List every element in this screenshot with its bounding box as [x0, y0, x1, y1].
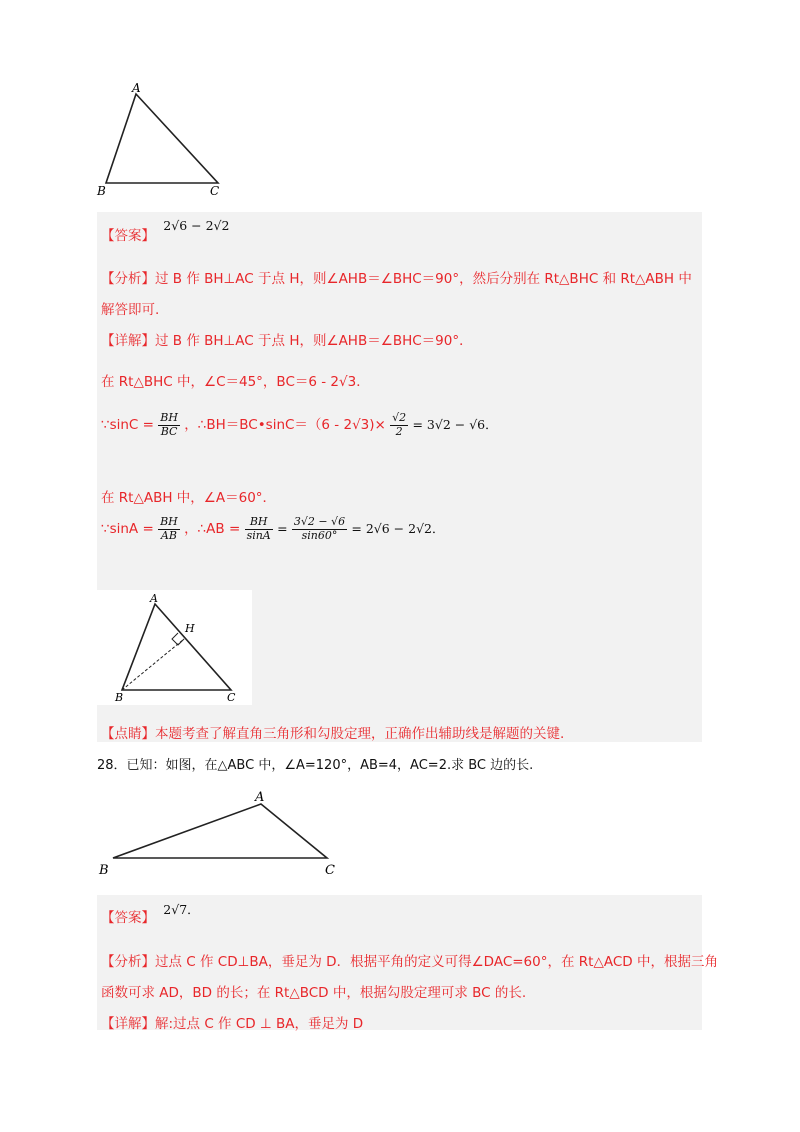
question-28-text: 28．已知：如图，在△ABC 中，∠A=120°，AB=4，AC=2.求 BC 边的长.	[97, 758, 534, 773]
comment-tag: 【点睛】	[101, 726, 155, 742]
detail-text-3b: ，∴BH＝BC•sinC＝（6 - 2√3)×	[184, 417, 386, 434]
label-b-fig2: B	[115, 691, 124, 704]
label-b-fig3: B	[99, 863, 109, 878]
detail-tag-q28: 【详解】	[101, 1016, 155, 1032]
analysis-tag: 【分析】	[101, 271, 155, 287]
detail-row-1	[101, 329, 473, 349]
frac-bh-bc	[158, 412, 180, 438]
detail-row-2	[101, 370, 370, 390]
label-b: B	[97, 184, 106, 198]
detail-text-3a: ∵sinC =	[101, 417, 154, 434]
frac-sqrt2-2-den: 2	[395, 424, 403, 438]
answer-tag-q28: 【答案】	[101, 910, 155, 926]
label-a: A	[132, 81, 141, 95]
comment-text: 本题考查了解直角三角形和勾股定理，正确作出辅助线是解题的关键.	[155, 726, 565, 742]
frac-sqrt2-2-num: √2	[392, 411, 407, 424]
analysis-row-2	[101, 298, 159, 318]
detail-row-q28-1	[101, 1012, 363, 1032]
detail-text-2: 在 Rt△BHC 中，∠C＝45°，BC＝6 - 2√3．	[101, 374, 370, 390]
frac-bh-ab-num: BH	[160, 515, 178, 528]
detail-text-5a: ∵sinA =	[101, 521, 154, 538]
frac-bh-sina-num: BH	[245, 516, 273, 530]
detail-text-5b: ，∴AB =	[184, 521, 241, 538]
detail-tag: 【详解】	[101, 333, 155, 349]
figure-triangle-abc	[92, 80, 232, 198]
frac-sqrt2-2	[390, 412, 408, 438]
detail-row-4	[101, 486, 276, 506]
detail-text-3c: = 3√2 − √6．	[412, 417, 498, 433]
frac-num-sin60-num: 3√2 − √6	[293, 515, 346, 528]
analysis-row-q28-2	[101, 981, 526, 1001]
figure-triangle-abc-2	[95, 788, 355, 883]
detail-row-5: ∵sinA = $\frac{BH}{AB}$ ，∴AB = $\frac{BH}{\sin A}$ = $\frac{3√2 - √6}{\sin 60^\circ}$ = 2√6 − 2√2．	[101, 515, 445, 542]
analysis-row-q28-1	[101, 950, 718, 970]
frac-bh-sina	[245, 516, 273, 542]
frac-bh-ab	[158, 516, 180, 542]
label-c-fig2: C	[227, 691, 236, 704]
analysis-tag-q28: 【分析】	[101, 954, 155, 970]
answer-value-q28: 2√7．	[163, 902, 200, 917]
label-c-fig3: C	[325, 863, 335, 878]
detail-text-5c: = 2√6 − 2√2．	[351, 521, 445, 537]
frac-bh-ab-den: AB	[160, 528, 177, 542]
analysis-text-1: 过 B 作 BH⊥AC 于点 H，则∠AHB＝∠BHC＝90°，然后分别在 Rt△BHC 和 Rt△ABH 中	[155, 271, 692, 287]
analysis-row-1	[101, 267, 692, 287]
detail-text-q28-1: 解:过点 C 作 CD ⊥ BA，垂足为 D	[155, 1016, 364, 1032]
label-h: H	[185, 622, 195, 635]
frac-bh-bc-den: BC	[160, 424, 178, 438]
triangle-abc-2-shape	[113, 804, 327, 858]
analysis-text-q28-1: 过点 C 作 CD⊥BA，垂足为 D．根据平角的定义可得∠DAC=60°，在 Rt△ACD 中，根据三角	[155, 954, 718, 970]
answer-tag: 【答案】	[101, 228, 155, 244]
analysis-text-q28-2: 函数可求 AD，BD 的长；在 Rt△BCD 中，根据勾股定理可求 BC 的长.	[101, 985, 527, 1001]
answer-row-q27	[101, 218, 230, 244]
triangle-abc-shape	[106, 94, 218, 183]
figure-triangle-abh	[97, 590, 252, 705]
frac-num-sin60-den: sin60°	[301, 528, 338, 542]
frac-num-sin60	[292, 516, 347, 542]
comment-row	[101, 722, 564, 742]
frac-bh-bc-num: BH	[160, 411, 178, 424]
label-c: C	[210, 184, 220, 198]
detail-row-3	[101, 412, 498, 438]
answer-value: 2√6 − 2√2	[163, 218, 230, 233]
question-28	[97, 754, 533, 773]
answer-row-q28	[101, 902, 200, 926]
analysis-text-2: 解答即可.	[101, 302, 160, 318]
detail-text-4: 在 Rt△ABH 中，∠A＝60°．	[101, 490, 277, 506]
detail-text-1: 过 B 作 BH⊥AC 于点 H，则∠AHB＝∠BHC＝90°．	[155, 333, 473, 349]
label-a-fig3: A	[255, 790, 265, 805]
label-a-fig2: A	[150, 592, 158, 605]
frac-bh-sina-den: sinA	[246, 528, 271, 542]
